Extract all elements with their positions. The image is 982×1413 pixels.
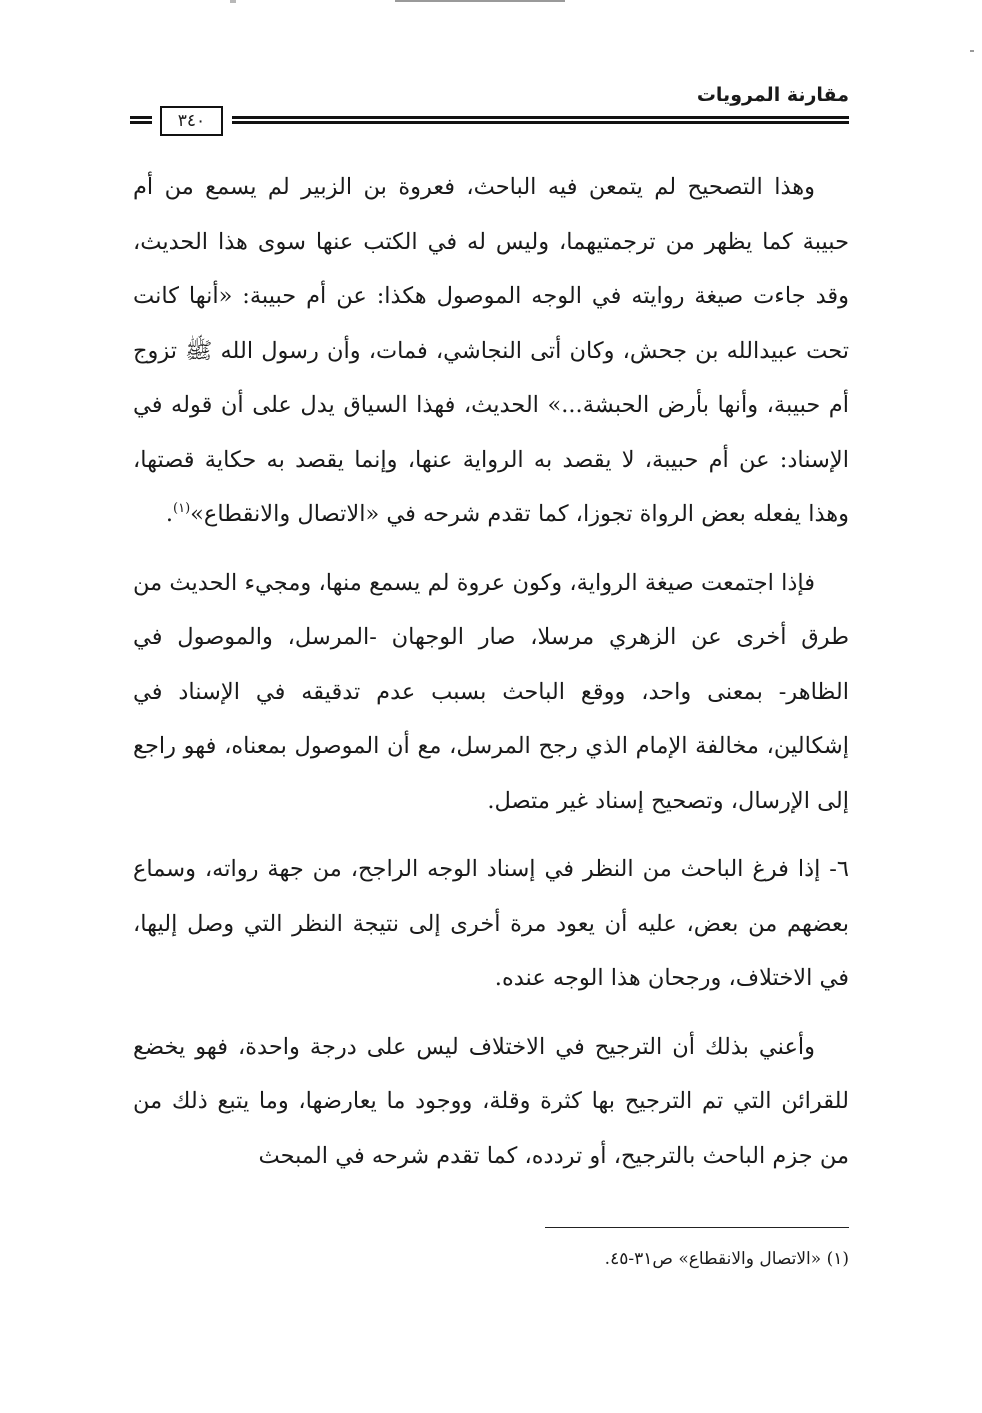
paragraph: وأعني بذلك أن الترجيح في الاختلاف ليس على درجة واحدة، فهو يخضع للقرائن التي تم الترجيح بها كثرة وقلة، ووجود ما يعارضها، وما يتبع ذلك من من جزم الباحث بالترجيح، أو تردده، كما تقدم شرحه في المبحث: [133, 1033, 849, 1169]
scan-artifact: [230, 0, 236, 3]
page-number: ٣٤٠: [160, 106, 223, 136]
paragraph-end-mark: .: [165, 501, 173, 527]
paragraph-text: وهذا التصحيح لم يتمعن فيه الباحث، فعروة بن الزبير لم يسمع من أم حبيبة كما يظهر من ترجمتيهما، وليس له في الكتب عنها سوى هذا الحديث، وقد جاءت صيغة روايته في الوجه الموصول هكذا: عن أم حبيبة: «أنها كانت تحت عبيدالله بن جحش، وكان أتى النجاشي، فمات، وأن رسول الله ﷺ تزوج أم حبيبة، وأنها بأرض الحبشة...» الحديث، فهذا السياق يدل على أن قوله في الإسناد: عن أم حبيبة، لا يقصد به الرواية عنها، وإنما يقصد به حكاية قصتها، وهذا يفعله بعض الرواة تجوزا، كما تقدم شرحه في «الاتصال والانقطاع»: [133, 174, 849, 527]
footnote-separator: [545, 1227, 849, 1228]
paragraph: فإذا اجتمعت صيغة الرواية، وكون عروة لم يسمع منها، ومجيء الحديث من طرق أخرى عن الزهري مرسلا، صار الوجهان -المرسل، والموصول في الظاهر- بمعنى واحد، ووقع الباحث بسبب عدم تدقيقه في الإسناد في إشكالين، مخالفة الإمام الذي رجح المرسل، مع أن الموصول بمعناه، فهو راجع إلى الإرسال، وتصحيح إسناد غير متصل.: [133, 569, 849, 814]
book-title: مقارنة المرويات: [696, 84, 849, 106]
main-text: [133, 160, 849, 1197]
header-rule-short: [130, 116, 150, 119]
scan-artifact: [395, 0, 565, 2]
paragraph: [133, 160, 849, 542]
paragraph: ٦- إذا فرغ الباحث من النظر في إسناد الوجه الراجح، من جهة رواته، وسماع بعضهم من بعض، عليه أن يعود مرة أخرى إلى نتيجة النظر التي وصل إليها، في الاختلاف، ورجحان هذا الوجه عنده.: [133, 856, 849, 991]
header-rule-short: [130, 121, 150, 124]
footnote-reference: (١): [173, 501, 191, 516]
footnote: (١) «الاتصال والانقطاع» ص٣١-٤٥.: [604, 1249, 849, 1269]
scan-artifact: [970, 50, 974, 52]
header-rule: [130, 116, 849, 119]
header-rule: [130, 121, 849, 124]
page-header: [130, 84, 849, 154]
